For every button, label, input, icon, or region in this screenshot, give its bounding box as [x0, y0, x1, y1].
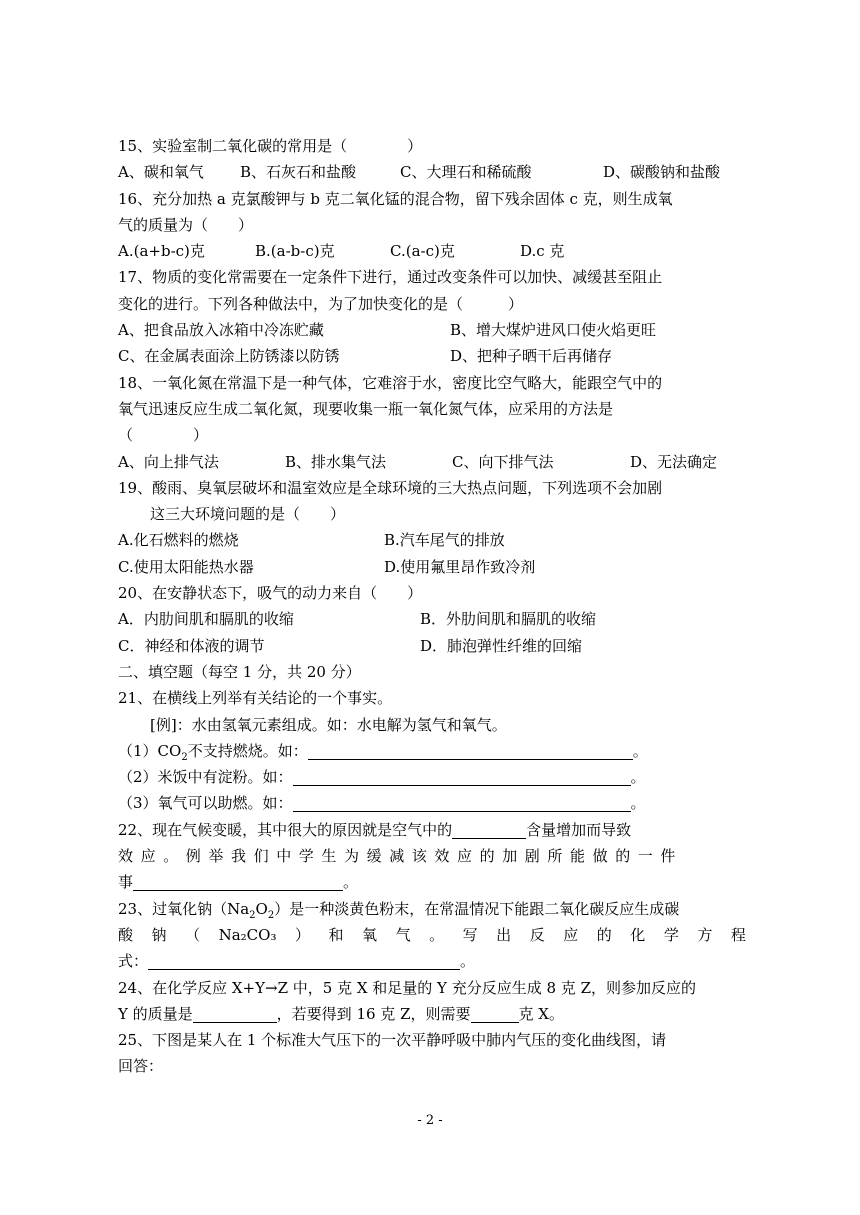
q21-example: [例]：水由氢氧元素组成。如：水电解为氢气和氧气。: [150, 715, 507, 734]
q23-line2-char: 出: [496, 925, 512, 944]
q15-option-c[interactable]: C、大理石和稀硫酸: [400, 163, 532, 182]
q23-line2-char: 反: [529, 925, 545, 944]
q15-option-b[interactable]: B、石灰石和盐酸: [240, 163, 357, 182]
q18-stem-line3: （ ）: [118, 426, 209, 445]
q24-text-1: Y 的质量是: [118, 1004, 193, 1023]
q17-option-d[interactable]: D、把种子晒干后再储存: [450, 347, 613, 366]
q23-line2-char: ）: [294, 925, 310, 944]
q15-stem: 15、实验室制二氧化碳的常用是（ ）: [118, 137, 423, 155]
q16-option-c[interactable]: C.(a-c)克: [390, 242, 455, 261]
q23-line2-char: 写: [462, 925, 478, 944]
q24-line1: 24、在化学反应 X+Y→Z 中，5 克 X 和足量的 Y 充分反应生成 8 克 Z，则参加反应的: [118, 978, 697, 997]
q20-options-row2: [118, 633, 746, 659]
q23-line2-char: 应: [563, 925, 579, 944]
q19-option-a[interactable]: A.化石燃料的燃烧: [118, 531, 239, 550]
q21-item-1-label-b: 不支持燃烧。如：: [187, 741, 308, 760]
q21-item-3: [118, 790, 746, 816]
q23-line2-char: Na₂CO₃: [218, 925, 277, 944]
q20-options-row1: [118, 606, 746, 632]
q24-answer-blank-2[interactable]: [471, 1004, 519, 1023]
q24-text-3: 克 X。: [518, 1004, 564, 1023]
q23-text-2: O: [255, 899, 268, 918]
q18-option-d[interactable]: D、无法确定: [630, 452, 718, 471]
q22-text-1: 22、现在气候变暖，其中很大的原因就是空气中的: [118, 820, 453, 839]
q15-option-d[interactable]: D、碳酸钠和盐酸: [603, 163, 721, 182]
q17-option-c[interactable]: C、在金属表面涂上防锈漆以防锈: [118, 347, 340, 366]
q21-item-1-answer-blank[interactable]: [308, 741, 633, 760]
q22-answer-blank-2[interactable]: [133, 872, 343, 891]
q21-stem: 21、在横线上列举有关结论的一个事实。: [118, 689, 393, 708]
q22-end: 。: [343, 873, 359, 892]
q21-item-1-subscript: 2: [181, 751, 188, 763]
q15-options: [118, 159, 746, 185]
q17-options-row2: [118, 343, 746, 369]
q23-line2-char: 的: [596, 925, 612, 944]
q15-option-a[interactable]: A、碳和氧气: [118, 163, 204, 182]
q24-answer-blank-1[interactable]: [193, 1004, 277, 1023]
page-number: - 2 -: [417, 1113, 443, 1128]
q17-options-row1: [118, 317, 746, 343]
q22-line2: 效应。例举我们中学生为缓减该效应的加剧所能做的一件: [118, 847, 684, 866]
q18-option-b[interactable]: B、排水集气法: [285, 452, 387, 471]
q19-stem-line1: 19、酸雨、臭氧层破坏和温室效应是全球环境的三大热点问题，下列选项不会加剧: [118, 478, 663, 497]
q20-option-c[interactable]: C．神经和体液的调节: [118, 636, 265, 655]
q23-line2-char: 气: [395, 925, 411, 944]
q17-stem-line2: 变化的进行。下列各种做法中，为了加快变化的是（ ）: [118, 294, 524, 313]
q20-stem: 20、在安静状态下，吸气的动力来自（ ）: [118, 584, 423, 603]
q21-item-2-answer-blank[interactable]: [293, 767, 631, 786]
q21-item-2: [118, 764, 746, 790]
q21-item-3-end: 。: [630, 794, 646, 813]
q22-text-2: 含量增加而导致: [526, 820, 632, 839]
q22-line1: [118, 817, 746, 843]
q21-item-3-label: （3）氧气可以助燃。如：: [118, 794, 293, 813]
q19-options-row2: [118, 554, 746, 580]
q25-line1: 25、下图是某人在 1 个标准大气压下的一次平静呼吸中肺内气压的变化曲线图，请: [118, 1031, 667, 1050]
q17-option-a[interactable]: A、把食品放入冰箱中冷冻贮藏: [118, 321, 324, 340]
q16-stem-line2: 气的质量为（ ）: [118, 215, 254, 234]
exam-page: [118, 133, 746, 1080]
q22-answer-blank-1[interactable]: [452, 820, 526, 839]
q18-option-c[interactable]: C、向下排气法: [452, 452, 554, 471]
q24-text-2: ，若要得到 16 克 Z，则需要: [276, 1004, 471, 1023]
q16-option-d[interactable]: D.c 克: [520, 242, 565, 261]
q23-line3: [118, 948, 746, 974]
q23-line2-char: 钠: [151, 925, 167, 944]
q23-line2-char: 化: [630, 925, 646, 944]
q23-line2-char: 程: [730, 925, 746, 944]
q23-end: 。: [460, 952, 476, 971]
q23-line2: [118, 922, 746, 948]
q19-option-b[interactable]: B.汽车尾气的排放: [384, 531, 505, 550]
q21-item-2-label: （2）米饭中有淀粉。如：: [118, 768, 293, 787]
section-2-heading: 二、填空题（每空 1 分，共 20 分）: [118, 662, 361, 681]
q16-options: [118, 238, 746, 264]
q19-stem-line2: 这三大环境问题的是（ ）: [150, 505, 346, 524]
q17-option-b[interactable]: B、增大煤炉进风口使火焰更旺: [450, 321, 657, 340]
q18-stem-line1: 18、一氧化氮在常温下是一种气体，它难溶于水，密度比空气略大，能跟空气中的: [118, 373, 663, 392]
q19-option-d[interactable]: D.使用氟里昂作致冷剂: [384, 557, 536, 576]
q16-stem-line1: 16、充分加热 a 克氯酸钾与 b 克二氧化锰的混合物，留下残余固体 c 克，则生成氧: [118, 189, 673, 208]
q17-stem-line1: 17、物质的变化常需要在一定条件下进行，通过改变条件可以加快、减缓甚至阻止: [118, 268, 663, 287]
q23-line1: [118, 896, 746, 922]
q19-option-c[interactable]: C.使用太阳能热水器: [118, 557, 254, 576]
q21-item-1-end: 。: [632, 741, 648, 760]
q16-option-a[interactable]: A.(a+b-c)克: [118, 242, 205, 261]
q23-text-3: ）是一种淡黄色粉末，在常温情况下能跟二氧化碳反应生成碳: [274, 899, 680, 918]
q23-answer-blank[interactable]: [148, 951, 460, 970]
q23-line2-char: （: [185, 925, 201, 944]
q18-option-a[interactable]: A、向上排气法: [118, 452, 219, 471]
q21-item-3-answer-blank[interactable]: [293, 793, 631, 812]
q16-option-b[interactable]: B.(a-b-c)克: [255, 242, 335, 261]
q23-line2-char: 酸: [118, 925, 134, 944]
q23-line2-char: 方: [697, 925, 713, 944]
q23-sub-1: 2: [249, 909, 256, 921]
q23-line2-char: 和: [328, 925, 344, 944]
q18-options: [118, 449, 746, 475]
q21-item-2-end: 。: [630, 768, 646, 787]
q21-item-1: [118, 738, 746, 764]
q22-line3: [118, 869, 746, 895]
q22-text-3: 事: [118, 873, 134, 892]
q20-option-a[interactable]: A．内肋间肌和膈肌的收缩: [118, 610, 294, 629]
q21-item-1-label-a: （1）CO: [118, 741, 182, 760]
q19-options-row1: [118, 527, 746, 553]
q23-line2-char: 氧: [362, 925, 378, 944]
q23-text-1: 23、过氧化钠（Na: [118, 899, 250, 918]
q23-line2-char: 学: [663, 925, 679, 944]
q23-text-4: 式：: [118, 952, 149, 971]
q25-line2: 回答：: [118, 1057, 164, 1076]
q23-line2-char: 。: [429, 925, 445, 944]
q18-stem-line2: 氧气迅速反应生成二氧化氮，现要收集一瓶一氧化氮气体，应采用的方法是: [118, 399, 614, 418]
q24-line2: [118, 1001, 746, 1027]
q20-option-d[interactable]: D．肺泡弹性纤维的回缩: [420, 636, 583, 655]
q20-option-b[interactable]: B．外肋间肌和膈肌的收缩: [420, 610, 597, 629]
q23-sub-2: 2: [267, 909, 275, 921]
